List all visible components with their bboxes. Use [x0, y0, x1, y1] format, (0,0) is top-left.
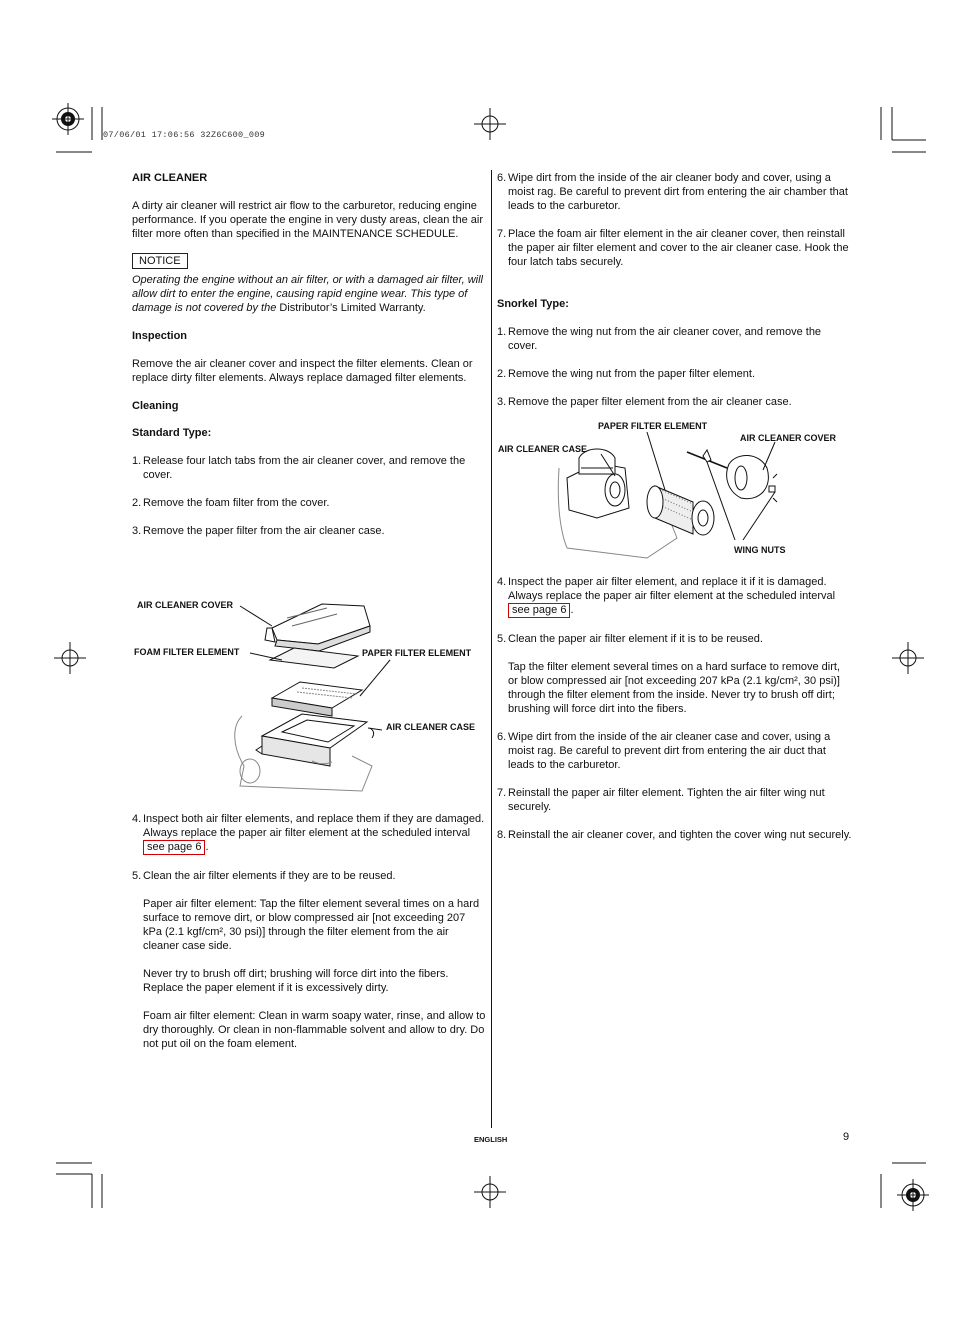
section-title: AIR CLEANER [132, 172, 208, 184]
step-item: 1. Remove the wing nut from the air cleaner cover, and remove the cover. [497, 326, 822, 352]
print-timestamp: 07/06/01 17:06:56 32Z6C600_009 [103, 130, 266, 140]
inspection-heading: Inspection [132, 330, 188, 342]
step-item: 3. Remove the paper filter from the air cleaner case. [132, 525, 385, 537]
left-column-lower [132, 812, 487, 1051]
step-item: 2. Remove the foam filter from the cover. [132, 497, 330, 509]
step-item: 3. Remove the paper filter element from the air cleaner case. [497, 396, 792, 408]
page-number: 9 [843, 1131, 850, 1143]
crosshair-icon [54, 642, 86, 674]
crosshair-icon [474, 108, 506, 140]
snorkel-air-cleaner-figure [497, 418, 852, 568]
step-item: 4. Inspect the paper air filter element, and replace it if it is damaged. Always replace the paper air filter element at the scheduled interval see page 6 . [497, 576, 836, 616]
step-item: 6. Wipe dirt from the inside of the air cleaner case and cover, using a moist rag. Be careful to prevent dirt from entering the air duct that leads to the carburetor. [497, 731, 831, 771]
label-air-cleaner-cover: AIR CLEANER COVER [137, 600, 234, 610]
step-item: 7. Place the foam air filter element in the air cleaner cover, then reinstall the paper air filter element and cover to the air cleaner case. Hook the four latch tabs securely. [497, 228, 849, 268]
step-item: 8. Reinstall the air cleaner cover, and tighten the cover wing nut securely. [497, 829, 852, 841]
right-column-lower [497, 575, 852, 842]
steps-list [132, 454, 487, 538]
crosshair-icon [474, 1176, 506, 1208]
step-item: 7. Reinstall the paper air filter element. Tighten the air filter wing nut securely. [497, 787, 825, 813]
notice-badge: NOTICE [132, 253, 188, 269]
step-item: 6. Wipe dirt from the inside of the air cleaner body and cover, using a moist rag. Be careful to prevent dirt from entering the air chamber that leads to the carburetor. [497, 172, 848, 212]
label-air-cleaner-cover: AIR CLEANER COVER [740, 433, 837, 443]
air-cleaner-exploded-diagram [132, 596, 487, 796]
intro-paragraph: A dirty air cleaner will restrict air flow to the carburetor, reducing engine performance. If you operate the engine in very dusty areas, clean the air filter more often than specified in the MAINTENANCE SCHEDULE. [132, 200, 483, 240]
standard-air-cleaner-figure [132, 596, 487, 796]
right-column [497, 171, 852, 409]
step-item: 2. Remove the wing nut from the paper filter element. [497, 368, 756, 380]
snorkel-type-heading: Snorkel Type: [497, 298, 569, 310]
column-divider [491, 170, 492, 1128]
left-column [132, 171, 487, 538]
tap-filter-paragraph: Tap the filter element several times on a hard surface to remove dirt, or blow compressed air [not exceeding 207 kPa (2.1 kg/cm², 30 psi)] through the filter element from the inside. Never try to brush off dirt; brushing will force dirt into the fibers. [508, 661, 840, 715]
label-paper-filter-element: PAPER FILTER ELEMENT [362, 648, 472, 658]
brush-warning-paragraph: Never try to brush off dirt; brushing will force dirt into the fibers. Replace the paper element if it is excessively dirty. [143, 968, 449, 994]
registration-target-icon [52, 103, 84, 135]
label-wing-nuts: WING NUTS [734, 545, 786, 555]
paper-filter-paragraph: Paper air filter element: Tap the filter element several times on a hard surface to remove dirt, or blow compressed air [not exceeding 207 kPa (2.1 kgf/cm², 30 psi)] through the filter element from the air cleaner case side. [143, 898, 480, 952]
notice-paragraph [132, 273, 487, 315]
step-item: 1. Release four latch tabs from the air cleaner cover, and remove the cover. [132, 455, 466, 481]
notice-normal-text: Distributor’s Limited Warranty. [276, 302, 426, 314]
label-foam-filter-element: FOAM FILTER ELEMENT [134, 647, 240, 657]
foam-filter-paragraph: Foam air filter element: Clean in warm soapy water, rinse, and allow to dry thoroughly. Or clean in non-flammable solvent and allow to dry. Do not put oil on the foam element. [143, 1010, 486, 1050]
cleaning-heading: Cleaning [132, 400, 179, 412]
step-item: 5. Clean the air filter elements if they are to be reused. Paper air filter element: Tap the filter element several times on a hard surface to remove dirt, or blow compressed air [not exceeding 207 kPa (2.1 kgf/cm², 30 psi)] through the filter element from the air cleaner case side. Never try to brush off dirt; brushing will force dirt into the fibers. Replace the paper element if it is excessively dirty. Foam air filter element: Clean in warm soapy water, rinse, and allow to dry thoroughly. Or clean in non-flammable solvent and allow to dry. Do not put oil on the foam element. [132, 870, 486, 1050]
label-air-cleaner-case: AIR CLEANER CASE [498, 444, 588, 454]
step-item: 5. Clean the paper air filter element if it is to be reused. Tap the filter element several times on a hard surface to remove dirt, or blow compressed air [not exceeding 207 kPa (2.1 kg/cm², 30 psi)] through the filter element from the inside. Never try to brush off dirt; brushing will force dirt into the fibers. [497, 632, 852, 716]
see-page-link[interactable]: see page 6 [143, 840, 205, 855]
inspection-paragraph: Remove the air cleaner cover and inspect the filter elements. Clean or replace dirty filter elements. Always replace damaged filter elements. [132, 358, 473, 384]
step-item: 4. Inspect both air filter elements, and replace them if they are damaged. Always replace the paper air filter element at the scheduled interval see page 6 . [132, 813, 485, 853]
standard-type-heading: Standard Type: [132, 427, 212, 439]
registration-target-icon [897, 1179, 929, 1211]
notice-italic-text: Operating the engine without an air filter, or with a damaged air filter, will allow dirt to enter the engine, causing rapid engine wear. This type of damage is not covered by the [132, 274, 483, 314]
crosshair-icon [892, 642, 924, 674]
footer-language: ENGLISH [474, 1135, 508, 1144]
label-air-cleaner-case: AIR CLEANER CASE [386, 722, 476, 732]
see-page-link[interactable]: see page 6 [508, 603, 570, 618]
label-paper-filter-element: PAPER FILTER ELEMENT [598, 421, 708, 431]
